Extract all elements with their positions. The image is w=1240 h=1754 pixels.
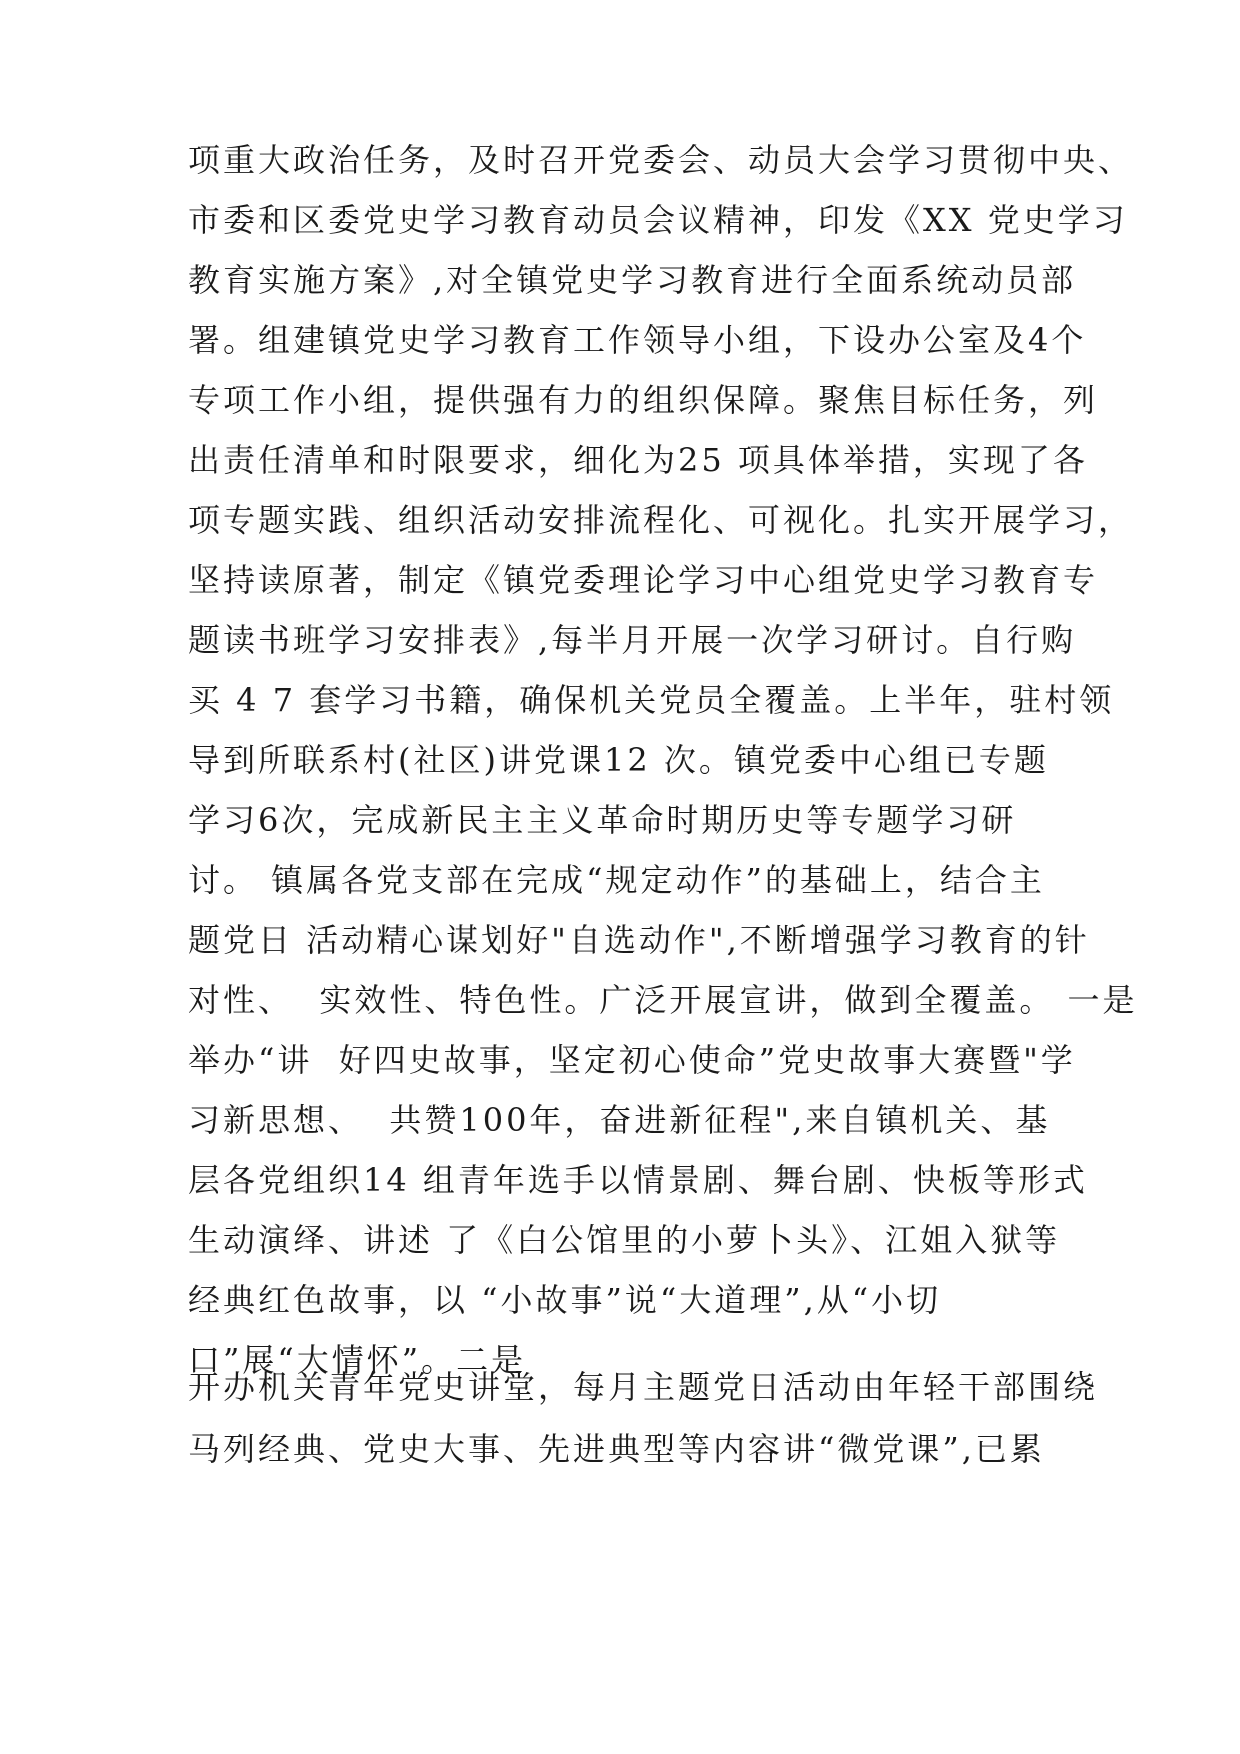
text-line: 学习6次，完成新民主主义革命时期历史等专题学习研 [188,801,1017,839]
text-line: 讨。 镇属各党支部在完成“规定动作”的基础上，结合主 [188,861,1045,899]
text-line: 署。组建镇党史学习教育工作领导小组，下设办公室及4个 [188,321,1087,359]
text-line: 专项工作小组，提供强有力的组织保障。聚焦目标任务，列 [188,381,1099,419]
text-line: 对性、 实效性、特色性。广泛开展宣讲，做到全覆盖。 一是 [188,981,1138,1019]
text-line: 导到所联系村(社区)讲党课12 次。镇党委中心组已专题 [188,741,1049,779]
text-line: 层各党组织14 组青年选手以情景剧、舞台剧、快板等形式 [188,1161,1088,1199]
text-line: 项专题实践、组织活动安排流程化、可视化。扎实开展学习， [188,501,1134,539]
text-line: 开办机关青年党史讲堂，每月主题党日活动由年轻干部围绕 [188,1368,1099,1406]
text-line: 题党日 活动精心谋划好"自选动作",不断增强学习教育的针 [188,921,1090,959]
text-line: 坚持读原著，制定《镇党委理论学习中心组党史学习教育专 [188,561,1099,599]
text-line: 生动演绎、讲述 了《白公馆里的小萝卜头》、江姐入狱等 [188,1221,1061,1259]
text-line: 马列经典、党史大事、先进典型等内容讲“微党课”,已累 [188,1430,1045,1468]
text-line: 经典红色故事，以 “小故事”说“大道理”,从“小切 [188,1281,942,1319]
body-paragraph [188,1356,1099,1480]
text-line: 项重大政治任务，及时召开党委会、动员大会学习贯彻中央、 [188,141,1134,179]
text-line: 举办“讲 好四史故事，坚定初心使命”党史故事大赛暨"学 [188,1041,1076,1079]
text-line: 买 4 7 套学习书籍，确保机关党员全覆盖。上半年，驻村领 [188,681,1115,719]
text-line: 教育实施方案》,对全镇党史学习教育进行全面系统动员部 [188,261,1077,299]
text-line: 出责任清单和时限要求，细化为25 项具体举措，实现了各 [188,441,1088,479]
text-line: 市委和区委党史学习教育动员会议精神，印发《XX 党史学习 [188,201,1128,239]
text-line: 习新思想、 共赞100年，奋进新征程",来自镇机关、基 [188,1101,1051,1139]
body-paragraph [188,130,1138,1390]
text-line: 口”展“大情怀”。二是 [188,1341,527,1379]
text-line: 题读书班学习安排表》,每半月开展一次学习研讨。自行购 [188,621,1077,659]
